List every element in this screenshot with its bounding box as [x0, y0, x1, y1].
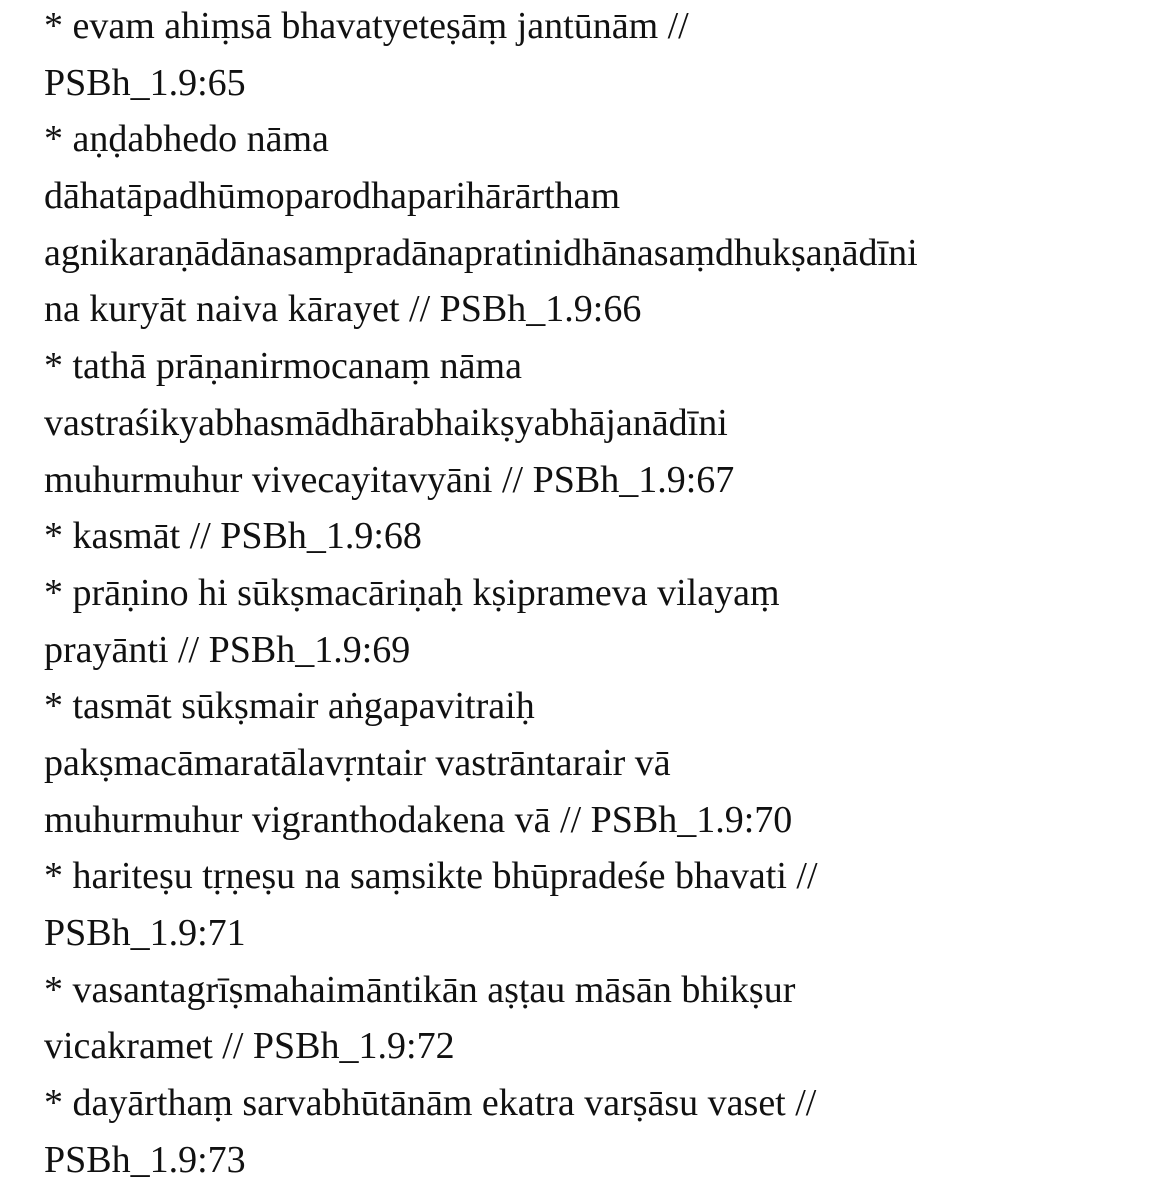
text-line: muhurmuhur vigranthodakena vā // PSBh_1.9:70 — [44, 798, 793, 841]
text-line: * prāṇino hi sūkṣmacāriṇaḥ kṣiprameva vilayaṃ — [44, 571, 780, 614]
text-line: vicakramet // PSBh_1.9:72 — [44, 1025, 455, 1068]
text-line: PSBh_1.9:73 — [44, 1138, 246, 1181]
text-line: * tathā prāṇanirmocanaṃ nāma — [44, 345, 522, 388]
text-line: vastraśikyabhasmādhārabhaikṣyabhājanādīni — [44, 401, 728, 444]
text-line: muhurmuhur vivecayitavyāni // PSBh_1.9:67 — [44, 458, 735, 501]
text-line: na kuryāt naiva kārayet // PSBh_1.9:66 — [44, 288, 642, 331]
text-line: PSBh_1.9:71 — [44, 912, 246, 954]
text-line: * tasmāt sūkṣmair aṅgapavitraiḥ — [44, 685, 535, 728]
text-line: * aṇḍabhedo nāma — [44, 118, 329, 161]
text-line: PSBh_1.9:65 — [44, 61, 246, 104]
document-text — [44, 0, 1154, 1188]
text-line: pakṣmacāmaratālavṛntair vastrāntarair vā — [44, 741, 671, 784]
text-line: agnikaraṇādānasampradānapratinidhānasaṃdhukṣaṇādīni — [44, 231, 918, 274]
text-line: * kasmāt // PSBh_1.9:68 — [44, 515, 422, 558]
text-line: * vasantagrīṣmahaimāntikān aṣṭau māsān bhikṣur — [44, 968, 796, 1011]
text-line: * dayārthaṃ sarvabhūtānām ekatra varṣāsu vaset // — [44, 1082, 817, 1125]
text-line: * hariteṣu tṛṇeṣu na saṃsikte bhūpradeśe bhavati // — [44, 855, 818, 898]
text-line: dāhatāpadhūmoparodhaparihārārtham — [44, 175, 621, 218]
text-line: prayānti // PSBh_1.9:69 — [44, 628, 411, 671]
text-line: * evam ahiṃsā bhavatyeteṣāṃ jantūnām // — [44, 5, 689, 47]
